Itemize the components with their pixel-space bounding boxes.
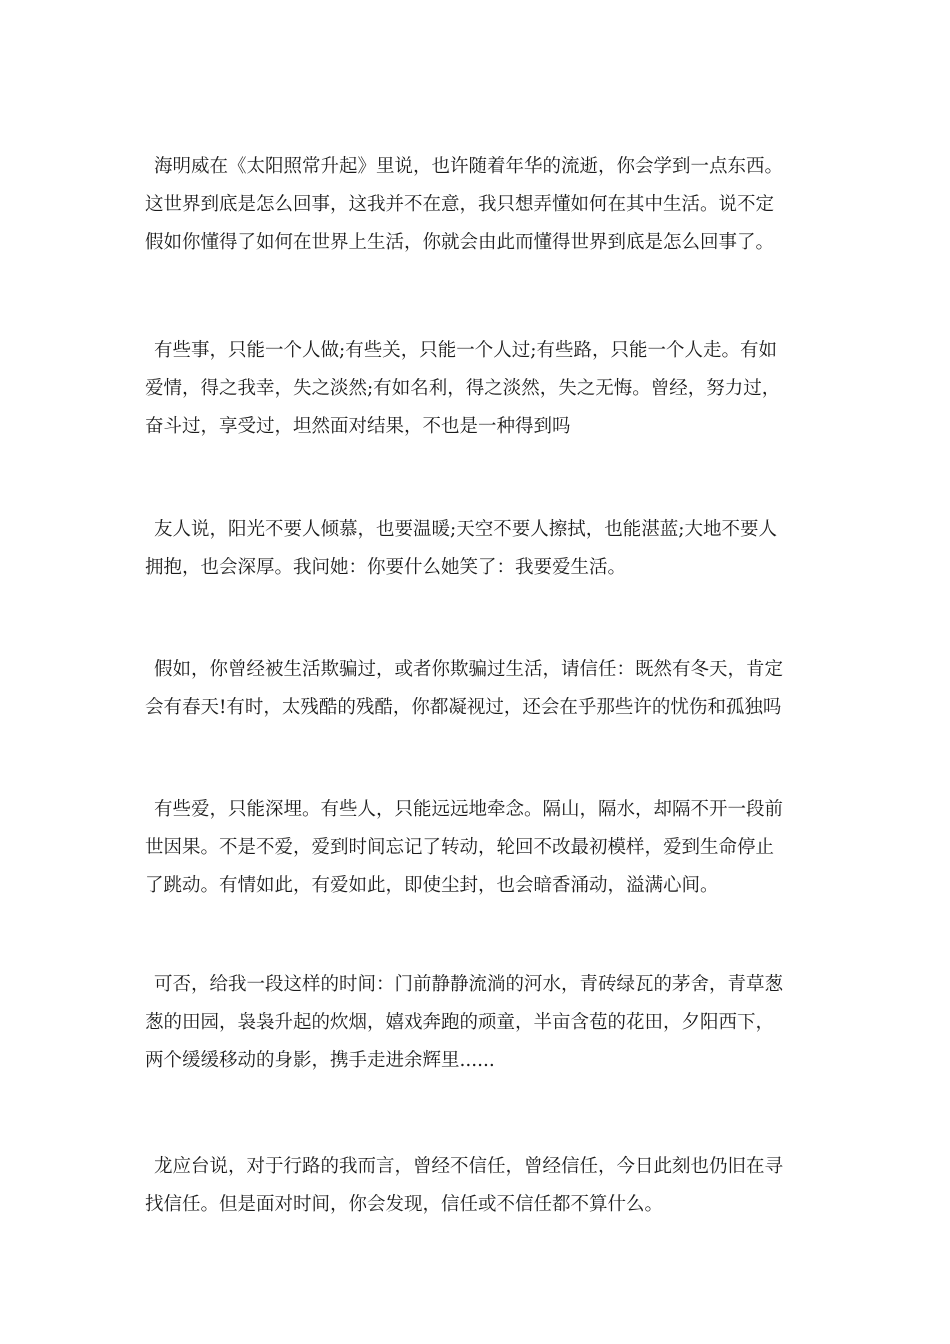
text-line: 友人说，阳光不要人倾慕，也要温暖;天空不要人擦拭，也能湛蓝;大地不要人: [154, 519, 777, 540]
text-line: 奋斗过，享受过，坦然面对结果，不也是一种得到吗: [145, 416, 571, 437]
paragraph-long-yingtai: [145, 1148, 815, 1224]
paragraph-friend-said: [145, 511, 815, 587]
text-line: 有些爱，只能深埋。有些人，只能远远地牵念。隔山，隔水，却隔不开一段前: [154, 799, 784, 820]
text-line: 海明威在《太阳照常升起》里说，也许随着年华的流逝，你会学到一点东西。: [154, 156, 784, 177]
text-line: 拥抱，也会深厚。我问她：你要什么她笑了：我要爱生活。: [145, 557, 627, 578]
text-line: 这世界到底是怎么回事，这我并不在意，我只想弄懂如何在其中生活。说不定: [145, 194, 775, 215]
text-line: 找信任。但是面对时间，你会发现，信任或不信任都不算什么。: [145, 1194, 664, 1215]
paragraph-alone: [145, 332, 815, 446]
text-line: 了跳动。有情如此，有爱如此，即使尘封，也会暗香涌动，溢满心间。: [145, 875, 719, 896]
text-line: 假如，你曾经被生活欺骗过，或者你欺骗过生活，请信任：既然有冬天，肯定: [154, 659, 784, 680]
paragraph-some-love: [145, 791, 815, 905]
text-line: 有些事，只能一个人做;有些关，只能一个人过;有些路，只能一个人走。有如: [154, 340, 777, 361]
text-line: 可否，给我一段这样的时间：门前静静流淌的河水，青砖绿瓦的茅舍，青草葱: [154, 974, 784, 995]
text-line: 龙应台说，对于行路的我而言，曾经不信任，曾经信任，今日此刻也仍旧在寻: [154, 1156, 784, 1177]
text-line: 假如你懂得了如何在世界上生活，你就会由此而懂得世界到底是怎么回事了。: [145, 232, 775, 253]
text-line: 葱的田园，袅袅升起的炊烟，嬉戏奔跑的顽童，半亩含苞的花田，夕阳西下，: [145, 1012, 775, 1033]
paragraph-hemingway: [145, 148, 815, 262]
paragraph-give-me-time: [145, 966, 815, 1080]
text-line: 世因果。不是不爱，爱到时间忘记了转动，轮回不改最初模样，爱到生命停止: [145, 837, 775, 858]
text-line: 爱情，得之我幸，失之淡然;有如名利，得之淡然，失之无悔。曾经，努力过，: [145, 378, 781, 399]
text-line: 会有春天!有时，太残酷的残酷，你都凝视过，还会在乎那些许的忧伤和孤独吗: [145, 697, 782, 718]
text-line: 两个缓缓移动的身影，携手走进余辉里......: [145, 1050, 495, 1071]
paragraph-if-deceived: [145, 651, 815, 727]
